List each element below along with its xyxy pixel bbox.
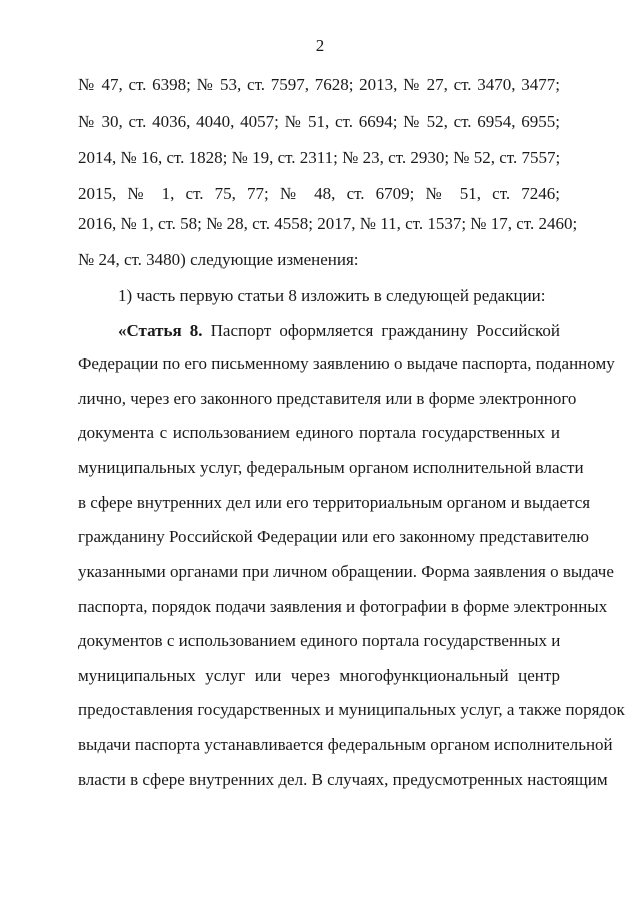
text-line: № 24, ст. 3480) следующие изменения: (78, 250, 359, 269)
text-line: 2016, № 1, ст. 58; № 28, ст. 4558; 2017, № 11, ст. 1537; № 17, ст. 2460; (78, 214, 578, 233)
text-line: документов с использованием единого портала государственных и (78, 631, 561, 650)
text-line: власти в сфере внутренних дел. В случаях, предусмотренных настоящим (78, 770, 608, 789)
text-line: Федерации по его письменному заявлению о выдаче паспорта, поданному (78, 354, 615, 373)
text-line: указанными органами при личном обращении. Форма заявления о выдаче (78, 562, 614, 581)
text-line: паспорта, порядок подачи заявления и фотографии в форме электронных (78, 597, 608, 616)
paragraph-first-line: 1) часть первую статьи 8 изложить в следующей редакции: (118, 286, 546, 305)
text-line: № 47, ст. 6398; № 53, ст. 7597, 7628; 2013, № 27, ст. 3470, 3477; (78, 75, 560, 94)
article-heading: «Статья 8. (118, 321, 203, 340)
text-line: предоставления государственных и муниципальных услуг, а также порядок (78, 700, 625, 719)
text-line: 2015, № 1, ст. 75, 77; № 48, ст. 6709; № 51, ст. 7246; (78, 184, 560, 203)
text-line: документа с использованием единого портала государственных и (78, 423, 560, 442)
text-line: № 30, ст. 4036, 4040, 4057; № 51, ст. 6694; № 52, ст. 6954, 6955; (78, 112, 560, 131)
text-line: выдачи паспорта устанавливается федеральным органом исполнительной (78, 735, 613, 754)
text-line: в сфере внутренних дел или его территориальным органом и выдается (78, 493, 591, 512)
page-number: 2 (315, 36, 325, 55)
article-first-line (118, 321, 560, 341)
text-line: лично, через его законного представителя или в форме электронного (78, 389, 577, 408)
text-line: муниципальных услуг или через многофункциональный центр (78, 666, 560, 685)
text-line: муниципальных услуг, федеральным органом исполнительной власти (78, 458, 584, 477)
article-first-line-text: Паспорт оформляется гражданину Российской (210, 321, 560, 340)
text-line: гражданину Российской Федерации или его законному представителю (78, 527, 589, 546)
text-line: 2014, № 16, ст. 1828; № 19, ст. 2311; № 23, ст. 2930; № 52, ст. 7557; (78, 148, 561, 167)
